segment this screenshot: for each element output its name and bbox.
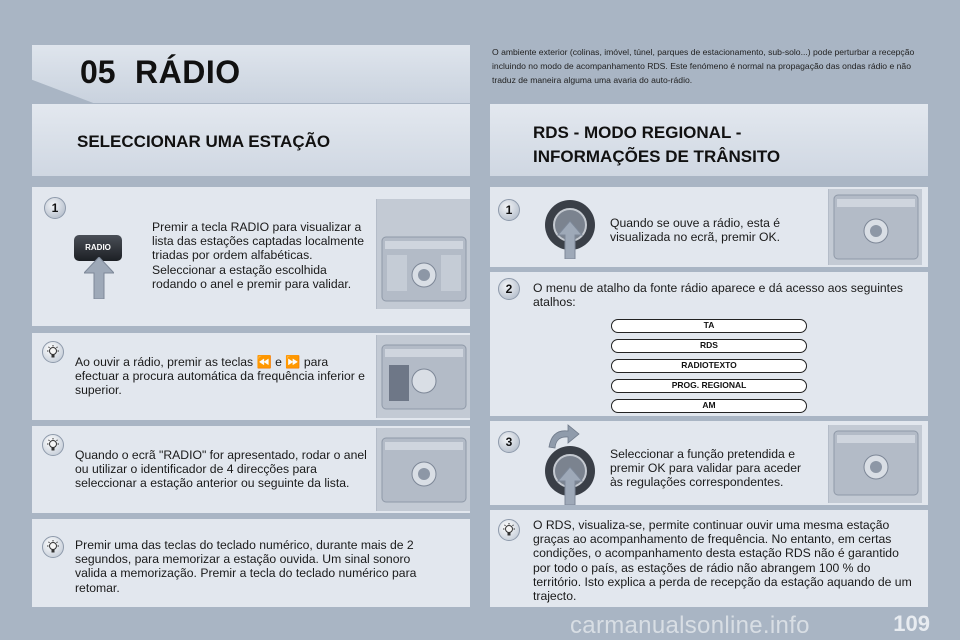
right-tip-panel (490, 510, 928, 607)
radio-unit-icon (828, 189, 922, 265)
right-step3-panel (490, 421, 928, 505)
lightbulb-icon (498, 519, 520, 541)
lightbulb-icon (42, 341, 64, 363)
left-tip1-panel (32, 333, 470, 420)
left-tip2-text: Quando o ecrã "RADIO" for apresentado, rodar o anel ou utilizar o identificador de 4 direcções para seleccionar a estação anterior ou seguinte da lista. (75, 448, 367, 491)
left-tip3-panel (32, 519, 470, 607)
menu-item-rds[interactable]: RDS (611, 339, 807, 353)
lightbulb-icon (42, 536, 64, 558)
ok-knob-icon (542, 197, 598, 259)
step-number-badge: 1 (44, 197, 66, 219)
right-step1-panel (490, 187, 928, 267)
chapter-number: 05 (80, 54, 116, 90)
right-section-title-line2: INFORMAÇÕES DE TRÂNSITO (533, 147, 781, 166)
menu-item-prog-regional[interactable]: PROG. REGIONAL (611, 379, 807, 393)
header-note: O ambiente exterior (colinas, imóvel, túnel, parques de estacionamento, sub-solo...) pode perturbar a recepção incluindo no modo de acompanhamento RDS. Este fenómeno é normal na propagação das ondas rádio e não traduz de maneira alguma uma avaria do auto-rádio. (492, 47, 915, 85)
page-number: 109 (893, 611, 930, 636)
left-step1-text: Premir a tecla RADIO para visualizar a lista das estações captadas localmente triadas por ordem alfabéticas. Seleccionar a estação escolhida rodando o anel e premir para validar. (152, 220, 365, 291)
right-step3-text: Seleccionar a função pretendida e premir OK para validar para aceder às regulações correspondentes. (610, 447, 802, 490)
step-number-badge: 3 (498, 431, 520, 453)
chapter-title: RÁDIO (135, 54, 241, 90)
left-section-title: SELECCIONAR UMA ESTAÇÃO (77, 132, 331, 151)
right-tip-text: O RDS, visualiza-se, permite continuar ouvir uma mesma estação graças ao acompanhamento de frequência. No entanto, em certas condições, o acompanhamento desta estação RDS não é garantido por todo o país, as estações de rádio não abrangem 100 % do território. Isto explica a perda de recepção da estação aquando de um trajecto. (533, 518, 912, 604)
radio-unit-icon (376, 199, 470, 309)
radio-unit-icon (376, 335, 470, 418)
left-tip3-text: Premir uma das teclas do teclado numérico, durante mais de 2 segundos, para memorizar a estação ouvida. Um sinal sonoro valida a memorização. Premir a tecla do teclado numérico para retomar. (75, 538, 417, 595)
right-section-title-line1: RDS - MODO REGIONAL - (533, 123, 742, 142)
left-tip1-text: Ao ouvir a rádio, premir as teclas ⏪ e ⏩ para efectuar a procura automática da frequência inferior e superior. (75, 355, 365, 398)
right-step2-text: O menu de atalho da fonte rádio aparece e dá acesso aos seguintes atalhos: (533, 281, 903, 310)
step-number-badge: 1 (498, 199, 520, 221)
right-step1-text: Quando se ouve a rádio, esta é visualizada no ecrã, premir OK. (610, 216, 781, 245)
step-number-badge: 2 (498, 278, 520, 300)
lightbulb-icon (42, 434, 64, 456)
left-tip2-panel (32, 426, 470, 513)
ok-knob-icon (542, 443, 598, 505)
menu-item-ta[interactable]: TA (611, 319, 807, 333)
menu-item-radiotexto[interactable]: RADIOTEXTO (611, 359, 807, 373)
up-arrow-icon (84, 257, 114, 299)
radio-unit-icon (376, 428, 470, 511)
radio-button-label: RADIO (85, 243, 111, 252)
radio-unit-icon (828, 425, 922, 503)
left-step1-panel (32, 187, 470, 326)
menu-item-am[interactable]: AM (611, 399, 807, 413)
watermark: carmanualsonline.info (570, 612, 810, 639)
